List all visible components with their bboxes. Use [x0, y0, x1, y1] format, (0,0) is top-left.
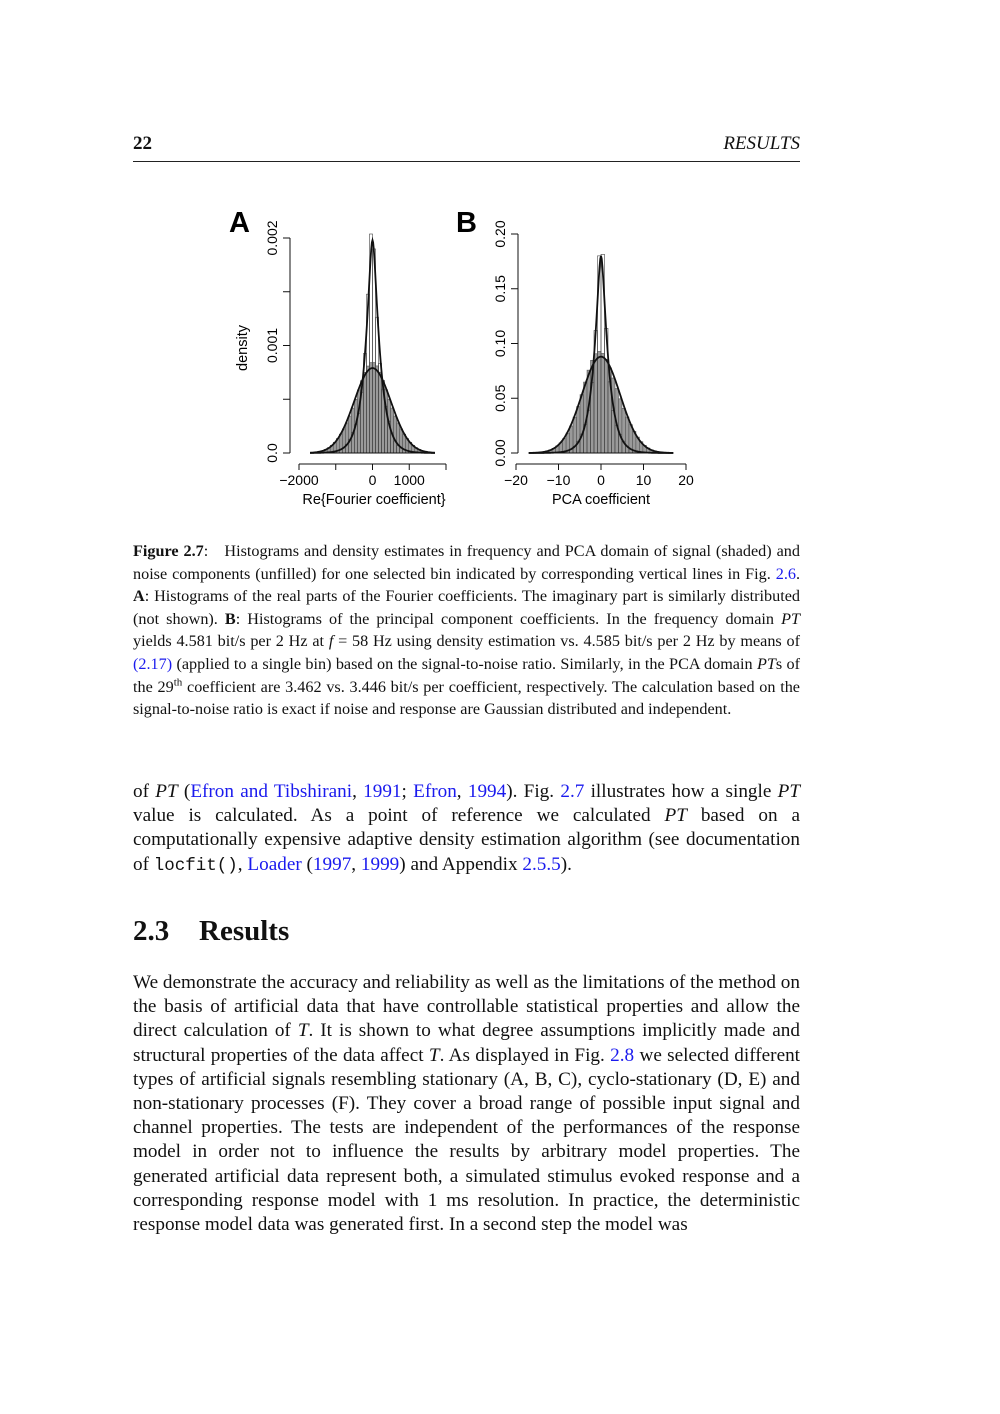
paragraph-pt-reference [133, 780, 800, 878]
signal-histogram-bar [348, 416, 351, 453]
section-heading [133, 915, 289, 948]
panel-a-bars [315, 234, 430, 453]
caption-a-label: A [133, 587, 145, 606]
ref-fig-2-6[interactable]: 2.6 [775, 564, 796, 583]
panel-b [456, 207, 694, 508]
x-tick-label: −20 [504, 472, 528, 488]
caption-superscript: th [173, 676, 183, 689]
x-tick-label: 10 [635, 472, 652, 488]
signal-histogram-bar [376, 366, 379, 453]
signal-histogram-bar [594, 354, 597, 453]
citation-year-1991[interactable]: 1991 [363, 781, 402, 802]
caption-f: f [328, 632, 334, 651]
signal-histogram-bar [598, 351, 601, 453]
text: of [133, 781, 156, 802]
pt-symbol: PT [664, 805, 687, 827]
t-symbol: T [297, 1020, 309, 1042]
caption-pt: PT [781, 609, 800, 628]
citation-year-1997[interactable]: 1997 [312, 853, 352, 875]
caption-text: : Histograms of the real parts of the Fourier coefficients. The imaginary part is similarly distributed (not shown). [133, 587, 800, 628]
text: We demonstrate the accuracy and reliability as well as the limitations of the method on the basis of artificial data that have controllable statistical properties and allow the direct calculation of [133, 972, 800, 1042]
ref-appendix-2-5-5[interactable]: 2.5.5 [522, 853, 561, 875]
text: we selected different types of artificial signals resembling stationary (A, B, C), cyclo-stationary (D, E) and non-stationary processes (F). They cover a broad range of possible input signal and channel properties. The tests are independent of the performances of the response model in order not to influence the results by arbitrary model properties. The generated artificial data represent both, a simulated stimulus evoked response and a corresponding response model with 1 ms resolution. In practice, the deterministic response model data was generated first. In a second step the model was [133, 1044, 801, 1236]
page-number: 22 [133, 133, 152, 154]
ref-eq-2-17[interactable]: (2.17) [133, 654, 173, 673]
panel-b-xlabel: PCA coefficient [551, 492, 651, 508]
caption-label: Figure 2.7 [133, 542, 204, 560]
text: , [237, 853, 248, 875]
text: ). Fig. [506, 781, 561, 802]
y-tick-label: 0.0 [264, 443, 280, 463]
citation-loader[interactable]: Loader [247, 853, 302, 875]
figure-caption [133, 540, 800, 721]
x-tick-label: −2000 [279, 472, 319, 488]
y-tick-label: 0.05 [492, 384, 508, 412]
signal-histogram-bar [394, 416, 397, 453]
x-tick-label: −10 [546, 472, 571, 488]
text: ) and Appendix [399, 853, 523, 875]
pt-symbol: PT [155, 781, 178, 802]
signal-histogram-bar [345, 423, 348, 453]
panel-b-bars [542, 254, 661, 453]
caption-text: : Histograms of the principal component coefficients. In the frequency domain [235, 609, 782, 628]
caption-text: . [795, 564, 800, 583]
panel-a-xlabel: Re{Fourier coefficient} [302, 492, 446, 508]
panel-b-label: B [456, 207, 477, 239]
y-tick-label: 0.00 [492, 439, 508, 467]
text: ). [560, 853, 572, 875]
signal-histogram-bar [379, 372, 382, 453]
text: . It is shown to what degree assumptions implicitly made and structural properties of the data affect [133, 1020, 800, 1066]
x-tick-label: 0 [597, 472, 605, 488]
section-title: Results [199, 915, 290, 947]
caption-text: (applied to a single bin) based on the signal-to-noise ratio. Similarly, in the PCA domain [172, 654, 757, 673]
x-tick-label: 1000 [393, 472, 425, 488]
citation-efron[interactable]: Efron [413, 781, 457, 802]
signal-histogram-bar [366, 366, 369, 453]
caption-text: = 58 Hz using density estimation vs. 4.585 bit/s per 2 Hz by means of [333, 632, 800, 651]
y-tick-label: 0.002 [264, 220, 280, 256]
citation-year-1999[interactable]: 1999 [360, 853, 400, 875]
text: ( [301, 853, 313, 875]
chapter-title: RESULTS [723, 133, 800, 154]
panel-a-label: A [229, 207, 250, 239]
running-head [133, 133, 800, 162]
paragraph-results [133, 971, 800, 1237]
y-tick-label: 0.001 [264, 327, 280, 364]
x-tick-label: 0 [368, 472, 377, 488]
signal-histogram-bar [622, 408, 625, 453]
signal-histogram-bar [369, 363, 372, 453]
pt-symbol: PT [777, 781, 801, 802]
caption-text: coefficient are 3.462 vs. 3.446 bit/s per coefficient, respectively. The calculation based on the signal-to-noise ratio is exact if noise and response are Gaussian distributed and independent. [133, 677, 800, 719]
signal-histogram-bar [604, 359, 607, 453]
text: illustrates how a single [584, 781, 778, 802]
panel-a-ylabel: density [235, 325, 251, 371]
section-number: 2.3 [133, 915, 170, 947]
y-tick-label: 0.15 [492, 275, 508, 303]
citation-efron-tibshirani[interactable]: Efron and Tibshirani [190, 781, 353, 802]
caption-text: yields 4.581 bit/s per 2 Hz at [133, 632, 329, 651]
text: . As displayed in Fig. [439, 1044, 611, 1066]
signal-histogram-bar [580, 395, 583, 453]
caption-text: s of the 29 [133, 654, 800, 696]
signal-histogram-bar [400, 429, 403, 453]
text: ( [177, 781, 191, 802]
signal-histogram-bar [397, 423, 400, 453]
x-tick-label: 20 [678, 472, 694, 488]
signal-histogram-bar [342, 429, 345, 453]
ref-fig-2-8[interactable]: 2.8 [610, 1044, 635, 1066]
panel-a [229, 207, 446, 508]
signal-histogram-bar [577, 407, 580, 453]
ref-fig-2-7[interactable]: 2.7 [560, 781, 585, 802]
text: ; [401, 781, 414, 802]
signal-histogram-bar [601, 353, 604, 453]
text: , [352, 781, 364, 802]
signal-histogram-bar [618, 399, 621, 453]
citation-year-1994[interactable]: 1994 [467, 781, 507, 802]
t-symbol: T [428, 1044, 440, 1066]
signal-histogram-bar [373, 363, 376, 453]
text: based on a computationally expensive adaptive density estimation algorithm (see documentation of [133, 805, 800, 875]
figure-2-7 [225, 200, 705, 520]
text: , [351, 853, 361, 875]
caption-text: : Histograms and density estimates in frequency and PCA domain of signal (shaded) and noise components (unfilled) for one selected bin indicated by corresponding vertical lines in Fig. [133, 542, 800, 583]
caption-b-label: B [224, 609, 236, 628]
text: value is calculated. As a point of reference we calculated [133, 805, 665, 827]
text: , [456, 781, 468, 802]
code-locfit: locfit() [153, 855, 238, 876]
signal-histogram-bar [363, 372, 366, 453]
y-tick-label: 0.10 [492, 329, 508, 358]
y-tick-label: 0.20 [492, 220, 508, 248]
caption-pt: PT [756, 654, 776, 673]
